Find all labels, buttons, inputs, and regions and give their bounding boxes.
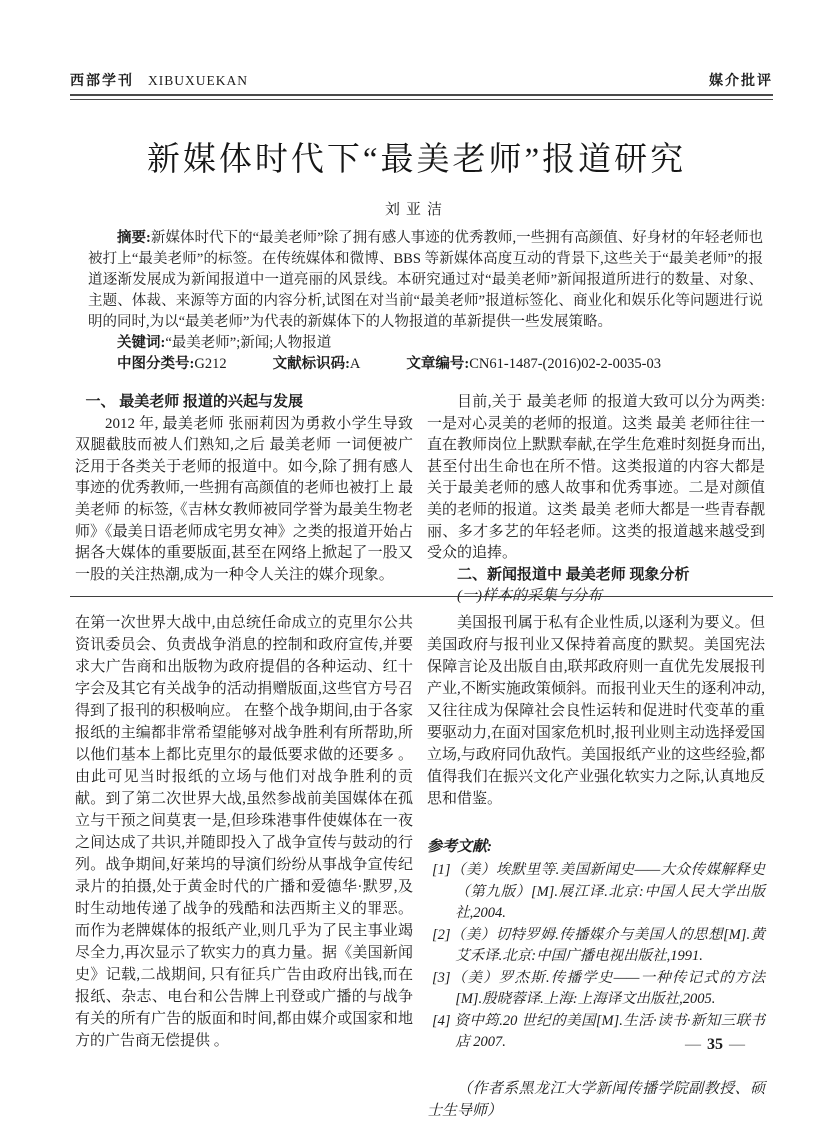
- doc-code-item: [273, 354, 361, 375]
- page-header: [70, 70, 773, 90]
- article-title: 新媒体时代下“最美老师”报道研究: [146, 142, 687, 178]
- page-number-dash-left: —: [685, 1036, 701, 1053]
- article-no-item: [406, 354, 661, 375]
- reference-item: [2]（美）切特罗姆.传播媒介与美国人的思想[M].黄艾禾译.北京:中国广播电视出版社,1991.: [432, 926, 765, 964]
- body-paragraph: 2012 年, 最美老师 张丽莉因为勇救小学生导致双腿截肢而被人们熟知,之后 最美老师 一词便被广泛用于各类关于老师的报道中。如今,除了拥有感人事迹的优秀教师,一些拥有高颜值的老师也被打上 最美老师 的标签,《吉林女教师被同学誉为最美生物老师》《最美日语老师成宅男女神》之类的报道开始占据各大媒体的重要版面,甚至在网络上掀起了一股又一股的关注热潮,成为一种令人关注的媒介现象。: [75, 415, 413, 583]
- section-heading-1: 一、 最美老师 报道的兴起与发展: [85, 394, 304, 410]
- references-list: [427, 860, 765, 1054]
- body-paragraph: 目前,关于 最美老师 的报道大致可以分为两类:一是对心灵美的老师的报道。这类 最美 老师往往一直在教师岗位上默默奉献,在学生危难时刻挺身而出,甚至付出生命也在所不惜。这类报道的内容大都是关于最美老师的感人故事和优秀事迹。二是对颜值美的老师的报道。这类 最美 老师大都是一些青春靓丽、多才多艺的年轻老师。这类的报道越来越受到受众的追捧。: [427, 394, 765, 562]
- reference-item: [1]（美）埃默里等.美国新闻史——大众传媒解释史（第九版）[M].展江译.北京:中国人民大学出版社,2004.: [432, 862, 765, 921]
- article-author: 刘亚洁: [384, 202, 448, 218]
- abstract-text: 新媒体时代下的“最美老师”除了拥有感人事迹的优秀教师,一些拥有高颜值、好身材的年轻老师也被打上“最美老师”的标签。在传统媒体和微博、BBS 等新媒体高度互动的背景下,这些关于“最美老师”的报道逐渐发展成为新闻报道中一道亮丽的风景线。本研究通过对“最美老师”新闻报道所进行的数量、对象、主题、体裁、来源等方面的内容分析,试图在对当前“最美老师”报道标签化、商业化和娱乐化等问题进行说明的同时,为以“最美老师”为代表的新媒体下的人物报道的革新提供一些发展策略。: [88, 230, 763, 330]
- article-no-value: CN61-1487-(2016)02-2-0035-03: [469, 356, 661, 372]
- top-right-column: [427, 392, 765, 608]
- reference-item: [3]（美）罗杰斯.传播学史——一种传记式的方法[M].殷晓蓉译.上海:上海译文出版社,2005.: [432, 969, 765, 1007]
- article-no-label: 文章编号:: [406, 356, 470, 372]
- doc-code-label: 文献标识码:: [272, 356, 350, 372]
- journal-name-group: [70, 70, 248, 90]
- subsection-heading: (一)样本的采集与分布: [457, 588, 602, 605]
- abstract-paragraph: [88, 228, 763, 333]
- body-paragraph: 美国报刊属于私有企业性质,以逐利为要义。但美国政府与报刊业又保持着高度的默契。美国宪法保障言论及出版自由,联邦政府则一直优先发展报刊产业,不断实施政策倾斜。而报刊业天生的逐利冲动,又往往成为保障社会良性运转和促进时代变革的重要驱动力,在面对国家危机时,报刊业则主动选择爱国立场,与政府同仇敌忾。美国报纸产业的这些经验,都值得我们在振兴文化产业强化软实力之际,认真地反思和借鉴。: [427, 615, 765, 807]
- journal-name-chinese: 西部学刊: [70, 74, 134, 89]
- bottom-left-column: [75, 612, 413, 1122]
- top-left-column: [75, 392, 413, 608]
- doc-code-value: A: [349, 356, 361, 372]
- section-divider-rule: [70, 596, 773, 597]
- body-paragraph: 在第一次世界大战中,由总统任命成立的克里尔公共资讯委员会、负责战争消息的控制和政府宣传,并要求大广告商和出版物为政府提倡的各种运动、红十字会及其它有关战争的活动捐赠版面,这些官方号召得到了报刊的积极响应。 在整个战争期间,由于各家报纸的主编都非常希望能够对战争胜利有所帮助,所以他们基本上都比克里尔的最低要求做的还要多 。 由此可见当时报纸的立场与他们对战争胜利的贡献。到了第二次世界大战,虽然参战前美国媒体在孤立与干预之间莫衷一是,但珍珠港事件使媒体在一夜之间达成了共识,并随即投入了战争宣传与鼓动的行列。战争期间,好莱坞的导演们纷纷从事战争宣传纪录片的拍摄,处于黄金时代的广播和爱德华·默罗,及时生动地传递了战争的残酷和法西斯主义的罪恶。而作为老牌媒体的报纸产业,则几乎为了民主事业竭尽全力,再次显示了软实力的真力量。据《美国新闻史》记载,二战期间, 只有征兵广告由政府出钱,而在报纸、杂志、电台和公告牌上刊登或广播的与战争有关的所有广告的版面和时间,都由媒介或国家和地方的广告商无偿提供 。: [75, 615, 413, 1049]
- keywords-label: 关键词:: [117, 335, 166, 351]
- references-label: 参考文献:: [427, 839, 492, 855]
- clc-item: [117, 354, 227, 375]
- keywords-paragraph: [88, 333, 763, 354]
- clc-label: 中图分类号:: [117, 356, 195, 372]
- classification-row: [88, 354, 763, 375]
- section-heading-2: 二、新闻报道中 最美老师 现象分析: [457, 566, 690, 583]
- abstract-label: 摘要:: [117, 230, 151, 246]
- page-number-dash-right: —: [729, 1036, 745, 1053]
- header-double-rule: [70, 94, 773, 100]
- reference-item: [4] 资中筠.20 世纪的美国[M].生活·读书·新知三联书店 2007.: [432, 1012, 765, 1050]
- article-meta-block: [88, 228, 763, 375]
- author-affiliation-note: （作者系黑龙江大学新闻传播学院副教授、硕士生导师）: [427, 1080, 765, 1119]
- journal-name-pinyin: XIBUXUEKAN: [148, 73, 248, 88]
- keywords-text: “最美老师”;新闻;人物报道: [165, 335, 332, 351]
- journal-column-name: 媒介批评: [709, 74, 773, 89]
- clc-value: G212: [194, 356, 227, 372]
- page-number-value: 35: [707, 1036, 723, 1053]
- page-number: [660, 1036, 770, 1054]
- top-columns: [75, 392, 765, 608]
